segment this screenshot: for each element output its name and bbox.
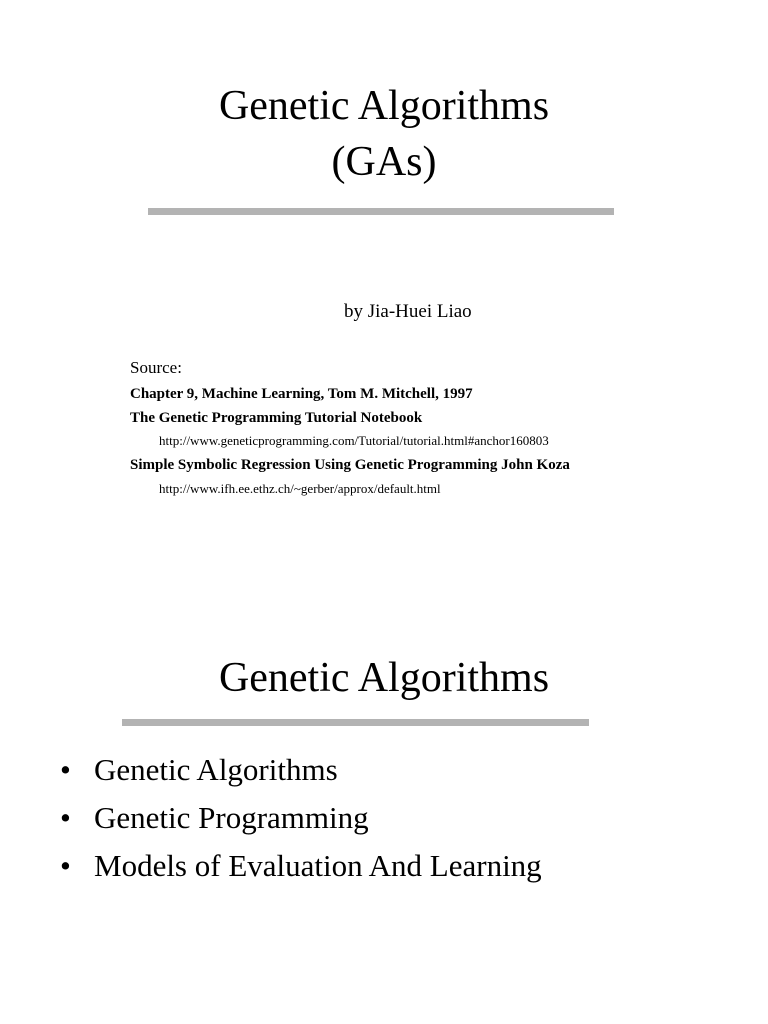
slide-title-line-2: (GAs) [331,139,437,185]
slide-overview [0,600,768,1024]
bullet-item [60,746,542,794]
bullet-icon: • [60,848,71,883]
reference-koza: Simple Symbolic Regression Using Genetic Programming John Koza [130,457,570,473]
reference-mitchell: Chapter 9, Machine Learning, Tom M. Mitchell, 1997 [130,386,473,402]
bullet-icon: • [60,800,71,835]
reference-koza-url: http://www.ifh.ee.ethz.ch/~gerber/approx/default.html [159,481,441,496]
author-credit: by Jia-Huei Liao [344,301,472,322]
bullet-item [60,794,542,842]
bullet-text: Models of Evaluation And Learning [94,848,542,883]
bullet-text: Genetic Programming [94,800,369,835]
reference-gp-tutorial: The Genetic Programming Tutorial Notebook [130,410,423,426]
title-divider [148,208,614,215]
bullet-list [60,746,542,890]
bullet-text: Genetic Algorithms [94,752,338,787]
reference-gp-tutorial-url: http://www.geneticprogramming.com/Tutorial/tutorial.html#anchor160803 [159,433,549,448]
bullet-item [60,842,542,890]
title-divider [122,719,589,726]
source-label: Source: [130,358,182,377]
slide-title-line-1: Genetic Algorithms [218,83,550,129]
slide-title: Genetic Algorithms [218,655,550,701]
bullet-icon: • [60,752,71,787]
